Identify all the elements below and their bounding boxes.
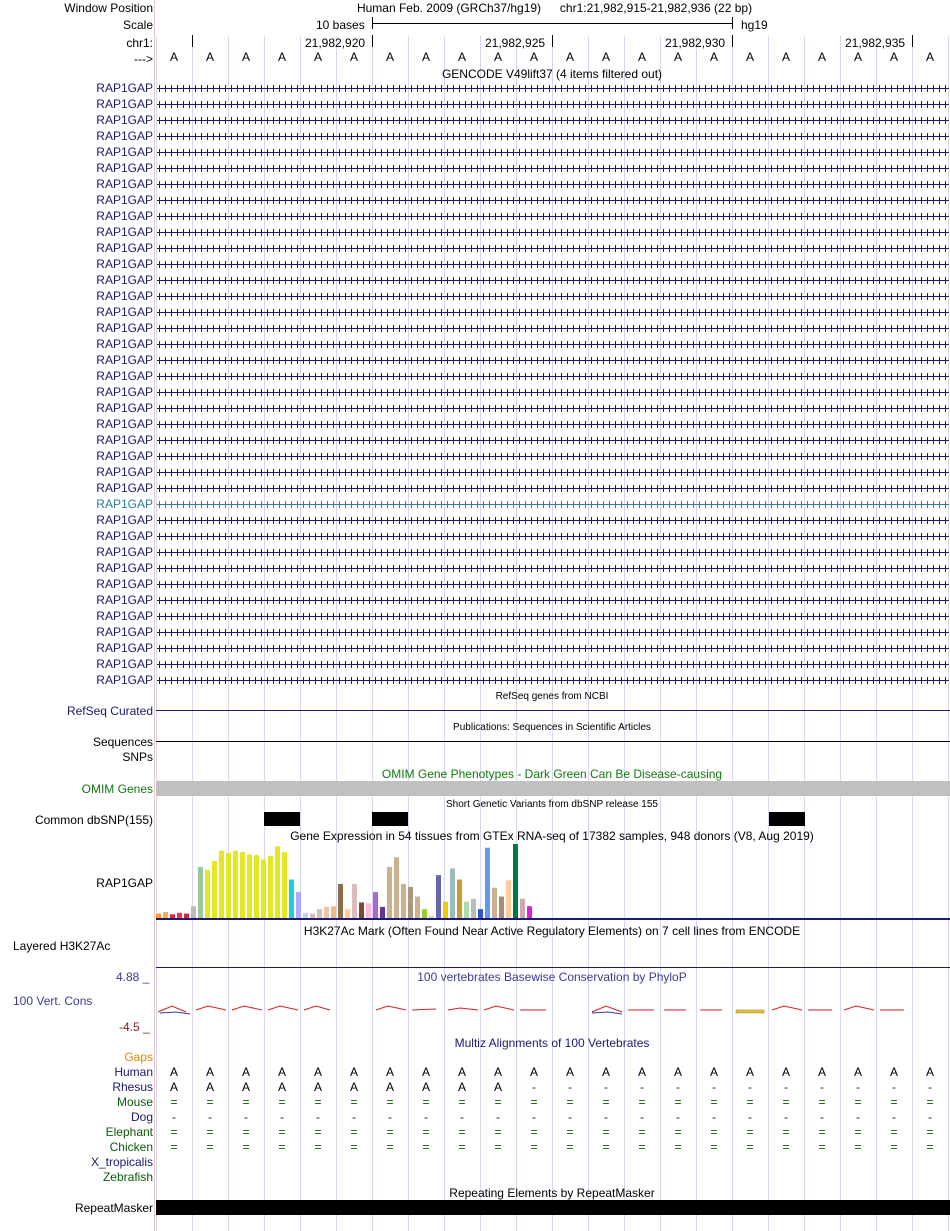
- alignment-base: =: [746, 1140, 754, 1154]
- gencode-transcript-label[interactable]: RAP1GAP: [96, 497, 153, 511]
- alignment-base: =: [422, 1125, 430, 1139]
- alignment-base: =: [314, 1095, 322, 1109]
- alignment-base: -: [640, 1110, 644, 1124]
- alignment-base: A: [241, 1080, 251, 1094]
- alignment-base: A: [421, 1065, 431, 1079]
- gencode-transcript-label[interactable]: RAP1GAP: [96, 641, 153, 655]
- alignment-base: A: [817, 1065, 827, 1079]
- alignment-base: =: [602, 1140, 610, 1154]
- gencode-transcript-label[interactable]: RAP1GAP: [96, 321, 153, 335]
- alignment-base: =: [674, 1095, 682, 1109]
- publications-track-title: Publications: Sequences in Scientific Articles: [453, 722, 651, 733]
- alignment-base: =: [890, 1095, 898, 1109]
- base-letter: A: [169, 50, 179, 64]
- alignment-base: =: [782, 1140, 790, 1154]
- gencode-transcript-label[interactable]: RAP1GAP: [96, 305, 153, 319]
- ruler-label-4: 21,982,935: [845, 36, 906, 50]
- base-letter: A: [529, 50, 539, 64]
- alignment-base: -: [424, 1110, 428, 1124]
- gencode-transcript-label[interactable]: RAP1GAP: [96, 145, 153, 159]
- alignment-base: =: [206, 1095, 214, 1109]
- alignment-base: =: [530, 1140, 538, 1154]
- gencode-transcript-label[interactable]: RAP1GAP: [96, 529, 153, 543]
- chrom-label: chr1:: [126, 36, 153, 50]
- gtex-tissue-bar[interactable]: [282, 852, 287, 918]
- alignment-base: =: [818, 1140, 826, 1154]
- species-label[interactable]: Chicken: [109, 1140, 153, 1154]
- alignment-base: A: [925, 1065, 935, 1079]
- alignment-base: =: [710, 1095, 718, 1109]
- alignment-base: A: [421, 1080, 431, 1094]
- alignment-base: -: [748, 1110, 752, 1124]
- alignment-base: =: [458, 1095, 466, 1109]
- alignment-base: -: [604, 1080, 608, 1094]
- repeatmasker-track-title: Repeating Elements by RepeatMasker: [449, 1186, 655, 1200]
- gtex-tissue-bar[interactable]: [401, 884, 406, 918]
- alignment-base: =: [386, 1140, 394, 1154]
- alignment-base: =: [530, 1125, 538, 1139]
- omim-track-title: OMIM Gene Phenotypes - Dark Green Can Be Disease-causing: [381, 767, 723, 781]
- gencode-transcript-label[interactable]: RAP1GAP: [96, 609, 153, 623]
- alignment-base: A: [277, 1065, 287, 1079]
- alignment-base: -: [712, 1080, 716, 1094]
- base-letter: A: [745, 50, 755, 64]
- gencode-transcript-label[interactable]: RAP1GAP: [96, 481, 153, 495]
- refseq-track-title: RefSeq genes from NCBI: [495, 691, 609, 702]
- multiz-track-title: Multiz Alignments of 100 Vertebrates: [454, 1036, 650, 1050]
- alignment-base: =: [170, 1125, 178, 1139]
- alignment-base: =: [566, 1140, 574, 1154]
- alignment-base: A: [349, 1065, 359, 1079]
- gtex-tissue-bar[interactable]: [289, 880, 294, 918]
- alignment-base: =: [494, 1125, 502, 1139]
- alignment-base: =: [674, 1140, 682, 1154]
- alignment-base: -: [928, 1110, 932, 1124]
- base-letter: A: [565, 50, 575, 64]
- species-label[interactable]: Zebrafish: [102, 1170, 153, 1184]
- alignment-base: =: [278, 1125, 286, 1139]
- alignment-base: A: [529, 1065, 539, 1079]
- gencode-transcript-label[interactable]: RAP1GAP: [96, 161, 153, 175]
- alignment-base: -: [784, 1110, 788, 1124]
- alignment-base: A: [277, 1080, 287, 1094]
- alignment-base: -: [460, 1110, 464, 1124]
- gtex-tissue-bar[interactable]: [261, 860, 266, 918]
- dbsnp-track-title: Short Genetic Variants from dbSNP release 155: [446, 799, 658, 810]
- alignment-base: A: [385, 1080, 395, 1094]
- alignment-base: -: [244, 1110, 248, 1124]
- alignment-base: -: [568, 1080, 572, 1094]
- alignment-base: =: [602, 1095, 610, 1109]
- gtex-track-title: Gene Expression in 54 tissues from GTEx RNA-seq of 17382 samples, 948 donors (V8, Aug 2019): [290, 829, 814, 843]
- gencode-transcript-label[interactable]: RAP1GAP: [96, 353, 153, 367]
- gtex-tissue-bar[interactable]: [387, 867, 392, 918]
- gtex-tissue-bar[interactable]: [457, 880, 462, 918]
- gencode-transcript-label[interactable]: RAP1GAP: [96, 241, 153, 255]
- alignment-base: A: [673, 1065, 683, 1079]
- alignment-base: =: [926, 1140, 934, 1154]
- gencode-transcript-label[interactable]: RAP1GAP: [96, 193, 153, 207]
- alignment-base: A: [313, 1080, 323, 1094]
- gencode-track-title: GENCODE V49lift37 (4 items filtered out): [441, 67, 663, 81]
- h3k27ac-track-title: H3K27Ac Mark (Often Found Near Active Regulatory Elements) on 7 cell lines from ENCODE: [303, 924, 801, 938]
- db-text: hg19: [741, 18, 768, 32]
- gtex-tissue-bar[interactable]: [338, 884, 343, 918]
- gtex-tissue-bar[interactable]: [499, 897, 504, 918]
- alignment-base: A: [241, 1065, 251, 1079]
- alignment-base: =: [422, 1095, 430, 1109]
- h3k27ac-line: [156, 967, 950, 968]
- alignment-base: =: [566, 1095, 574, 1109]
- gtex-tissue-bar[interactable]: [275, 846, 280, 918]
- alignment-base: A: [169, 1065, 179, 1079]
- h3k27ac-label[interactable]: Layered H3K27Ac: [13, 939, 111, 953]
- alignment-base: A: [457, 1065, 467, 1079]
- gencode-transcript-label[interactable]: RAP1GAP: [96, 449, 153, 463]
- gtex-tissue-bar[interactable]: [492, 888, 497, 918]
- dbsnp-label[interactable]: Common dbSNP(155): [34, 813, 153, 827]
- alignment-base: A: [565, 1065, 575, 1079]
- gtex-tissue-bar[interactable]: [240, 852, 245, 918]
- alignment-base: -: [892, 1110, 896, 1124]
- gencode-transcript-label[interactable]: RAP1GAP: [96, 465, 153, 479]
- gencode-transcript-label[interactable]: RAP1GAP: [96, 369, 153, 383]
- species-label[interactable]: Mouse: [116, 1095, 153, 1109]
- gtex-tissue-bar[interactable]: [359, 902, 364, 918]
- alignment-base: -: [568, 1110, 572, 1124]
- alignment-base: -: [532, 1110, 536, 1124]
- gtex-tissue-bar[interactable]: [212, 861, 217, 918]
- alignment-base: -: [316, 1110, 320, 1124]
- alignment-base: A: [745, 1065, 755, 1079]
- alignment-base: =: [746, 1095, 754, 1109]
- gtex-tissue-bar[interactable]: [408, 887, 413, 918]
- alignment-base: =: [818, 1095, 826, 1109]
- gtex-tissue-bar[interactable]: [506, 880, 511, 918]
- alignment-base: =: [350, 1095, 358, 1109]
- alignment-base: =: [926, 1095, 934, 1109]
- repeat-element[interactable]: [156, 1200, 950, 1215]
- alignment-base: -: [280, 1110, 284, 1124]
- alignment-base: =: [422, 1140, 430, 1154]
- base-letter: A: [205, 50, 215, 64]
- alignment-base: =: [602, 1125, 610, 1139]
- gtex-tissue-bar[interactable]: [380, 907, 385, 918]
- base-letter: A: [925, 50, 935, 64]
- alignment-base: =: [242, 1125, 250, 1139]
- repeatmasker-label[interactable]: RepeatMasker: [74, 1201, 153, 1215]
- gencode-transcript-label[interactable]: RAP1GAP: [96, 385, 153, 399]
- alignment-base: =: [278, 1095, 286, 1109]
- gtex-tissue-bar[interactable]: [471, 899, 476, 918]
- alignment-base: -: [748, 1080, 752, 1094]
- alignment-base: A: [493, 1080, 503, 1094]
- alignment-base: -: [820, 1110, 824, 1124]
- alignment-base: -: [856, 1080, 860, 1094]
- alignment-base: =: [890, 1125, 898, 1139]
- alignment-base: -: [928, 1080, 932, 1094]
- omim-label[interactable]: OMIM Genes: [81, 782, 153, 796]
- alignment-base: =: [278, 1140, 286, 1154]
- gtex-tissue-bar[interactable]: [345, 909, 350, 918]
- alignment-base: =: [710, 1125, 718, 1139]
- refseq-label[interactable]: RefSeq Curated: [66, 704, 153, 718]
- base-letter: A: [709, 50, 719, 64]
- base-letter: A: [853, 50, 863, 64]
- gencode-transcript-label[interactable]: RAP1GAP: [96, 97, 153, 111]
- strand-label: --->: [134, 52, 153, 66]
- base-letter: A: [889, 50, 899, 64]
- alignment-base: =: [890, 1140, 898, 1154]
- base-letter: A: [385, 50, 395, 64]
- alignment-base: A: [853, 1065, 863, 1079]
- alignment-base: -: [208, 1110, 212, 1124]
- alignment-base: =: [854, 1140, 862, 1154]
- alignment-base: -: [676, 1110, 680, 1124]
- alignment-base: A: [169, 1080, 179, 1094]
- species-label[interactable]: X_tropicalis: [90, 1155, 153, 1169]
- alignment-base: =: [350, 1125, 358, 1139]
- alignment-base: A: [457, 1080, 467, 1094]
- alignment-base: =: [782, 1125, 790, 1139]
- gtex-tissue-bar[interactable]: [415, 897, 420, 918]
- alignment-base: A: [349, 1080, 359, 1094]
- gtex-tissue-bar[interactable]: [485, 848, 490, 918]
- alignment-base: =: [170, 1095, 178, 1109]
- alignment-base: =: [458, 1125, 466, 1139]
- gencode-transcript-label[interactable]: RAP1GAP: [96, 657, 153, 671]
- alignment-base: A: [889, 1065, 899, 1079]
- gtex-tissue-bar[interactable]: [219, 851, 224, 918]
- alignment-base: =: [242, 1140, 250, 1154]
- alignment-base: A: [781, 1065, 791, 1079]
- alignment-base: A: [637, 1065, 647, 1079]
- base-letter: A: [673, 50, 683, 64]
- scale-text: 10 bases: [316, 18, 365, 32]
- ruler-label-2: 21,982,925: [485, 36, 546, 50]
- gtex-tissue-bar[interactable]: [373, 892, 378, 918]
- gencode-transcript-label[interactable]: RAP1GAP: [96, 513, 153, 527]
- species-label[interactable]: Dog: [130, 1110, 153, 1124]
- gtex-baseline: [156, 918, 950, 920]
- alignment-base: =: [386, 1125, 394, 1139]
- alignment-base: =: [710, 1140, 718, 1154]
- phylop-label[interactable]: 100 Vert. Cons: [13, 994, 93, 1008]
- gencode-transcript-label[interactable]: RAP1GAP: [96, 433, 153, 447]
- base-letter: A: [781, 50, 791, 64]
- gtex-tissue-bar[interactable]: [366, 903, 371, 918]
- ruler-label-1: 21,982,920: [305, 36, 366, 50]
- gtex-tissue-bar[interactable]: [254, 855, 259, 918]
- gencode-transcript-label[interactable]: RAP1GAP: [96, 593, 153, 607]
- gencode-transcript-label[interactable]: RAP1GAP: [96, 129, 153, 143]
- gencode-transcript-label[interactable]: RAP1GAP: [96, 289, 153, 303]
- alignment-base: A: [313, 1065, 323, 1079]
- gencode-transcript-label[interactable]: RAP1GAP: [96, 225, 153, 239]
- sequences-label[interactable]: Sequences: [92, 735, 153, 749]
- alignment-base: =: [458, 1140, 466, 1154]
- base-letter: A: [241, 50, 251, 64]
- alignment-base: -: [676, 1080, 680, 1094]
- alignment-base: =: [926, 1125, 934, 1139]
- alignment-base: A: [493, 1065, 503, 1079]
- alignment-base: =: [638, 1095, 646, 1109]
- alignment-base: =: [530, 1095, 538, 1109]
- gtex-tissue-bar[interactable]: [513, 844, 518, 918]
- gtex-tissue-bar[interactable]: [247, 854, 252, 918]
- gtex-tissue-bar[interactable]: [198, 867, 203, 918]
- alignment-base: =: [818, 1125, 826, 1139]
- gtex-tissue-bar[interactable]: [478, 909, 483, 918]
- alignment-base: -: [820, 1080, 824, 1094]
- alignment-base: -: [640, 1080, 644, 1094]
- alignment-base: A: [205, 1080, 215, 1094]
- gtex-tissue-bar[interactable]: [422, 909, 427, 918]
- gtex-tissue-bar[interactable]: [324, 907, 329, 918]
- gencode-transcript-label[interactable]: RAP1GAP: [96, 401, 153, 415]
- gtex-tissue-bar[interactable]: [226, 853, 231, 918]
- gencode-transcript-label[interactable]: RAP1GAP: [96, 673, 153, 687]
- alignment-base: =: [494, 1140, 502, 1154]
- gencode-transcript-label[interactable]: RAP1GAP: [96, 545, 153, 559]
- phylop-plot[interactable]: [156, 1000, 950, 1020]
- alignment-base: -: [388, 1110, 392, 1124]
- gtex-tissue-bar[interactable]: [268, 856, 273, 918]
- gencode-transcript-label[interactable]: RAP1GAP: [96, 625, 153, 639]
- gencode-transcript-label[interactable]: RAP1GAP: [96, 81, 153, 95]
- gtex-tissue-bar[interactable]: [443, 902, 448, 918]
- gencode-transcript-label[interactable]: RAP1GAP: [96, 177, 153, 191]
- base-letter: A: [277, 50, 287, 64]
- gencode-transcript-label[interactable]: RAP1GAP: [96, 561, 153, 575]
- alignment-base: =: [314, 1125, 322, 1139]
- base-letter: A: [493, 50, 503, 64]
- alignment-base: -: [604, 1110, 608, 1124]
- alignment-base: =: [206, 1125, 214, 1139]
- alignment-base: -: [712, 1110, 716, 1124]
- gtex-tissue-bar[interactable]: [331, 906, 336, 918]
- gtex-tissue-bar[interactable]: [464, 902, 469, 918]
- gtex-tissue-bar[interactable]: [436, 875, 441, 918]
- gtex-tissue-bar[interactable]: [317, 909, 322, 918]
- alignment-base: =: [350, 1140, 358, 1154]
- gtex-tissue-bar[interactable]: [394, 857, 399, 918]
- gtex-tissue-bar[interactable]: [205, 870, 210, 918]
- alignment-base: =: [566, 1125, 574, 1139]
- assembly-text: Human Feb. 2009 (GRCh37/hg19): [356, 1, 542, 15]
- phylop-max: 4.88 _: [116, 970, 150, 984]
- gencode-transcript-label[interactable]: RAP1GAP: [96, 113, 153, 127]
- alignment-base: =: [206, 1140, 214, 1154]
- alignment-base: -: [532, 1080, 536, 1094]
- alignment-base: =: [854, 1125, 862, 1139]
- base-letter: A: [637, 50, 647, 64]
- alignment-base: =: [242, 1095, 250, 1109]
- base-letter: A: [457, 50, 467, 64]
- gtex-tissue-bar[interactable]: [520, 899, 525, 918]
- base-letter: A: [313, 50, 323, 64]
- alignment-base: A: [601, 1065, 611, 1079]
- alignment-base: -: [784, 1080, 788, 1094]
- snps-label[interactable]: SNPs: [122, 750, 153, 764]
- ruler-label-3: 21,982,930: [665, 36, 726, 50]
- phylop-track-title: 100 vertebrates Basewise Conservation by PhyloP: [417, 970, 687, 984]
- alignment-base: =: [746, 1125, 754, 1139]
- alignment-base: -: [892, 1080, 896, 1094]
- species-label[interactable]: Elephant: [105, 1125, 153, 1139]
- gencode-transcript-label[interactable]: RAP1GAP: [96, 209, 153, 223]
- gaps-label: Gaps: [124, 1050, 153, 1064]
- gtex-label[interactable]: RAP1GAP: [96, 876, 153, 890]
- gtex-tissue-bar[interactable]: [450, 868, 455, 918]
- species-label[interactable]: Human: [114, 1065, 153, 1079]
- gtex-tissue-bar[interactable]: [233, 851, 238, 918]
- alignment-base: -: [496, 1110, 500, 1124]
- alignment-base: =: [314, 1140, 322, 1154]
- gencode-transcript-label[interactable]: RAP1GAP: [96, 337, 153, 351]
- alignment-base: A: [709, 1065, 719, 1079]
- gtex-tissue-bar[interactable]: [296, 892, 301, 918]
- alignment-base: -: [172, 1110, 176, 1124]
- gencode-transcript-label[interactable]: RAP1GAP: [96, 417, 153, 431]
- alignment-base: =: [170, 1140, 178, 1154]
- alignment-base: =: [854, 1095, 862, 1109]
- alignment-base: =: [674, 1125, 682, 1139]
- gencode-transcript-label[interactable]: RAP1GAP: [96, 577, 153, 591]
- position-text: chr1:21,982,915-21,982,936 (22 bp): [559, 1, 753, 15]
- gencode-transcript-label[interactable]: RAP1GAP: [96, 273, 153, 287]
- window-position-label: Window Position: [64, 1, 153, 15]
- gtex-tissue-bar[interactable]: [191, 906, 196, 918]
- gencode-transcript-label[interactable]: RAP1GAP: [96, 257, 153, 271]
- base-letter: A: [817, 50, 827, 64]
- alignment-base: =: [638, 1125, 646, 1139]
- alignment-base: -: [856, 1110, 860, 1124]
- alignment-base: =: [386, 1095, 394, 1109]
- alignment-base: A: [205, 1065, 215, 1079]
- gtex-tissue-bar[interactable]: [352, 884, 357, 918]
- alignment-base: =: [638, 1140, 646, 1154]
- base-letter: A: [421, 50, 431, 64]
- base-letter: A: [601, 50, 611, 64]
- base-letter: A: [349, 50, 359, 64]
- alignment-base: =: [494, 1095, 502, 1109]
- scale-label: Scale: [122, 18, 153, 32]
- alignment-base: A: [385, 1065, 395, 1079]
- alignment-base: =: [782, 1095, 790, 1109]
- species-label[interactable]: Rhesus: [112, 1080, 153, 1094]
- phylop-min: -4.5 _: [119, 1020, 150, 1034]
- alignment-base: -: [352, 1110, 356, 1124]
- gtex-tissue-bar[interactable]: [527, 906, 532, 918]
